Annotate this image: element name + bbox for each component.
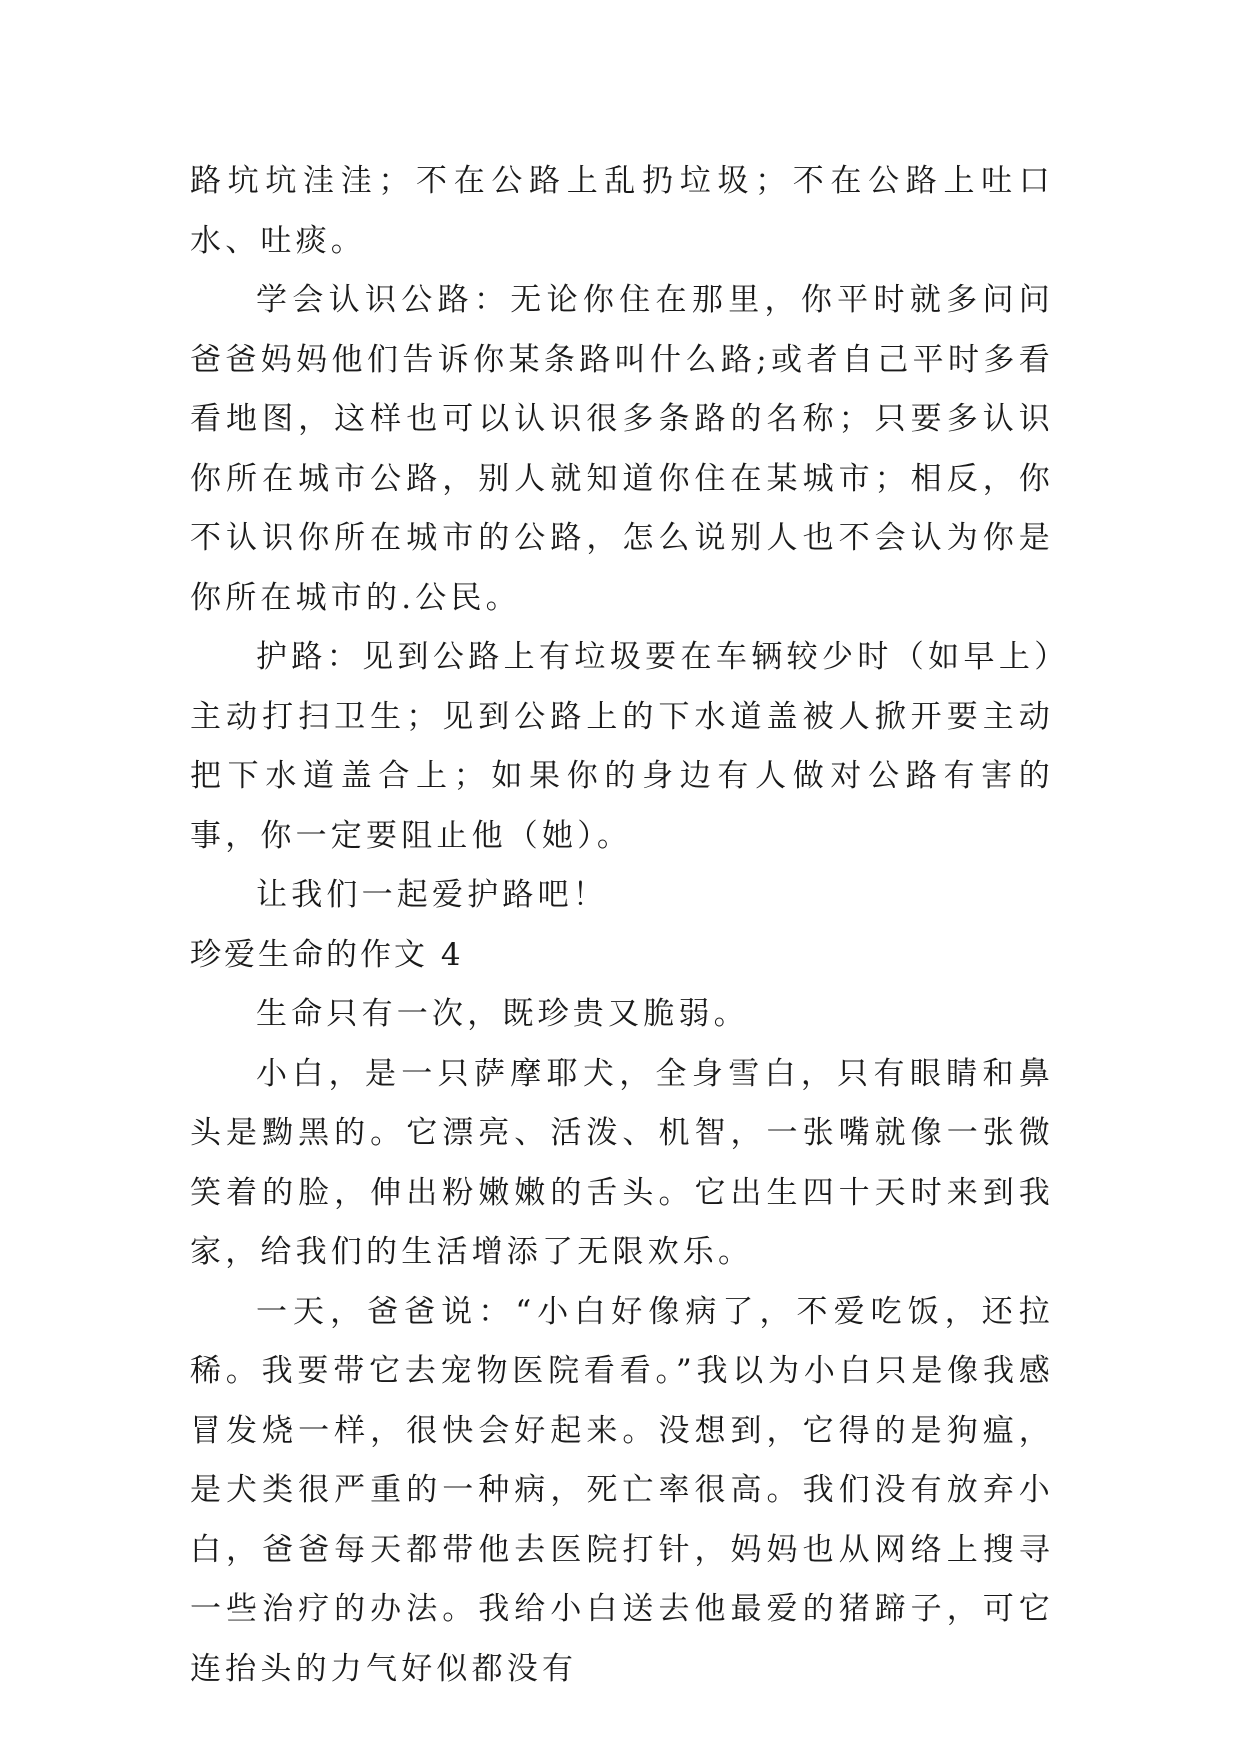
paragraph-xiaobai-illness: 一天，爸爸说：“小白好像病了，不爱吃饭，还拉稀。我要带它去宠物医院看看。”我以为小白只是像我感冒发烧一样，很快会好起来。没想到，它得的是狗瘟，是犬类很严重的一种病，死亡率很高。我们没有放弃小白，爸爸每天都带他去医院打针，妈妈也从网络上搜寻一些治疗的办法。我给小白送去他最爱的猪蹄子，可它连抬头的力气好似都没有 — [190, 1293, 1054, 1687]
paragraph-call-to-action: 让我们一起爱护路吧！ — [256, 877, 608, 913]
paragraph-protect-roads: 护路：见到公路上有垃圾要在车辆较少时（如早上）主动打扫卫生；见到公路上的下水道盖被人掀开要主动把下水道盖合上；如果你的身边有人做对公路有害的事，你一定要阻止他（她）。 — [190, 639, 1054, 854]
paragraph-learn-roads: 学会认识公路：无论你住在那里，你平时就多问问爸爸妈妈他们告诉你某条路叫什么路;或者自己平时多看看地图，这样也可以认识很多条路的名称；只要多认识你所在城市公路，别人就知道你住在某城市；相反，你不认识你所在城市的公路，怎么说别人也不会认为你是你所在城市的.公民。 — [190, 282, 1054, 616]
essay-heading: 珍爱生命的作文 4 — [190, 936, 464, 973]
paragraph-road-litter: 路坑坑洼洼；不在公路上乱扔垃圾；不在公路上吐口水、吐痰。 — [190, 163, 1054, 259]
paragraph-xiaobai-intro: 小白，是一只萨摩耶犬，全身雪白，只有眼睛和鼻头是黝黑的。它漂亮、活泼、机智，一张嘴就像一张微笑着的脸，伸出粉嫩嫩的舌头。它出生四十天时来到我家，给我们的生活增添了无限欢乐。 — [190, 1055, 1054, 1270]
paragraph-life-once: 生命只有一次，既珍贵又脆弱。 — [256, 996, 749, 1032]
document-body — [190, 152, 1054, 1699]
